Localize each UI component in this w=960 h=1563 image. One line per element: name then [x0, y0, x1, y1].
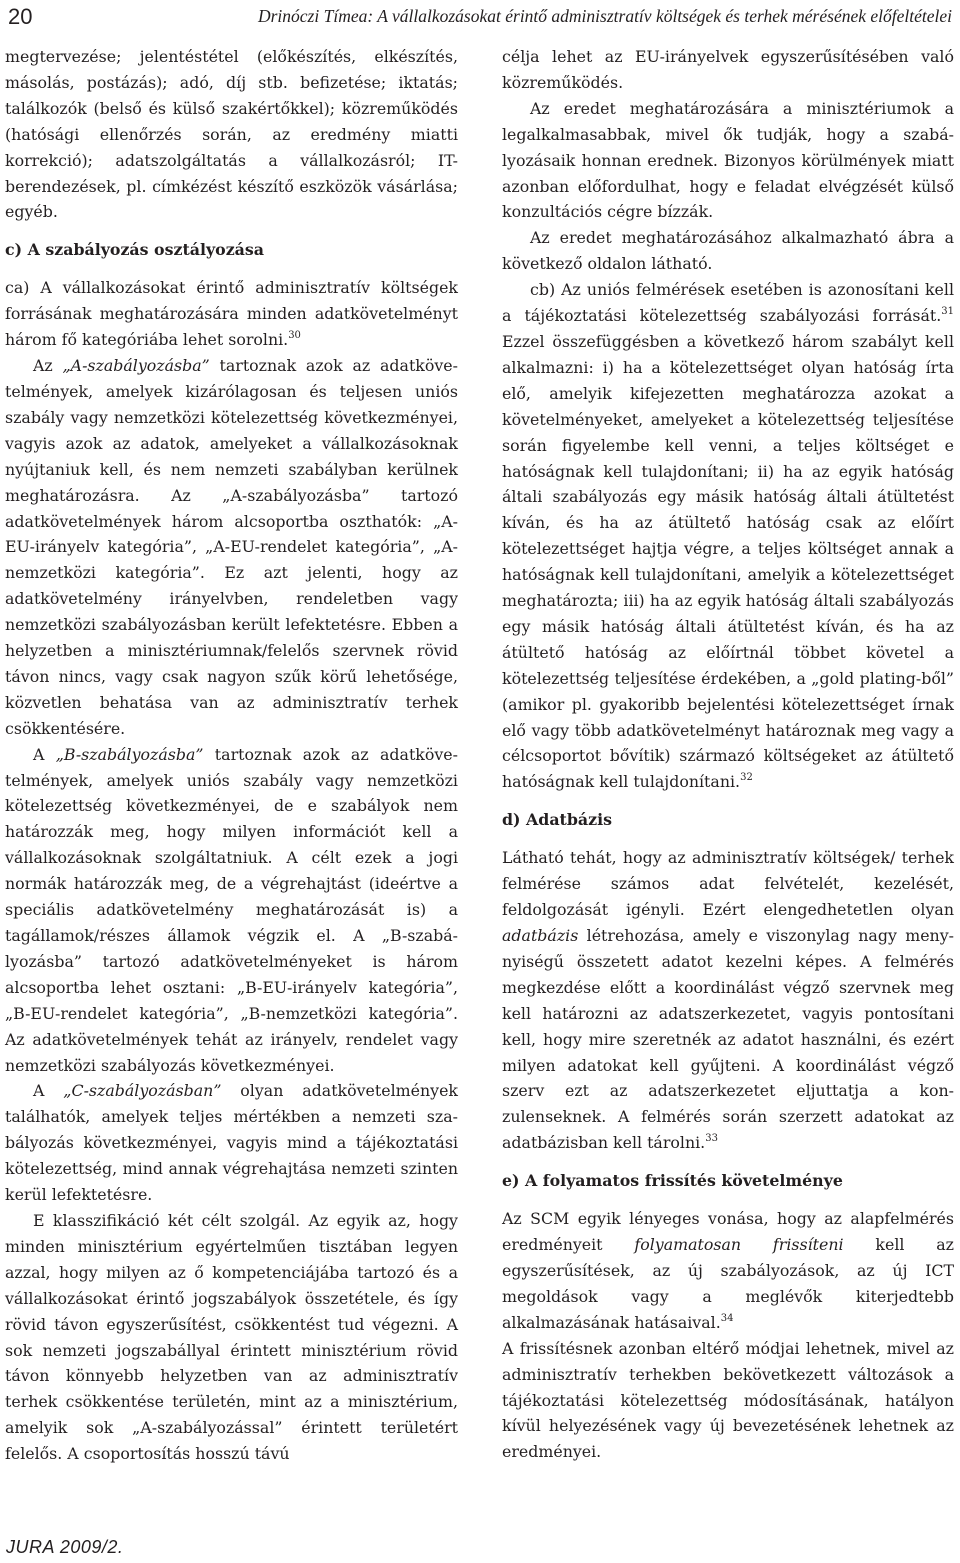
footnote-ref: 32: [740, 772, 753, 784]
paragraph-text: Az SCM egyik lényeges vonása, hogy az alapfelmérés eredményeit: [502, 1209, 954, 1255]
footnote-ref: 33: [705, 1133, 718, 1145]
footnote-ref: 31: [941, 306, 954, 318]
paragraph: célja lehet az EU-irányelvek egyszerűsítésében való közreműködés.: [502, 47, 954, 92]
paragraph-text: tartoznak azok az adatkövetelmények, amelyek kizárólagosan és teljesen uniós szabály vagy nemzetközi kötelezettség következményei, vagyis azok az adatok, amelyeket a vállalkozásoknak nyújtaniuk kell, és nem nemzeti szabályban kerülnek meghatározásra. Az „A-szabályozásba” tartozó adatkövetelmények három alcsoportba oszthatók: „A-EU-irányelv kategória”, „A-EU-rendelet kategória”, „A-nemzetközi kategória”. Ez azt jelenti, hogy az adatkövetelmény irányelvben, rendeletben vagy nemzetközi szabályozásban került lefektetésre. Ebben a helyzetben a minisztériumnak/felelős szervnek rövid távon nincs, vagy csak nagyon szűk körű lehetősége, közvetlen behatása van az adminisztratív terhek csökkentésére.: [5, 356, 458, 738]
footnote-ref: 30: [288, 330, 301, 342]
paragraph: [5, 742, 458, 1079]
emphasis: „A-szabályozásba”: [62, 356, 210, 376]
paragraph: A frissítésnek azonban eltérő módjai lehetnek, mivel az adminisztratív terhekben bekövetkezett változások a tájékoztatási kötelezettség módosításának, hatályon kívül helyezésének vagy új bevezetésének lehetnek az eredményei.: [502, 1338, 954, 1462]
paragraph-text: létrehozása, amely e viszonylag nagy menynyiségű összetett adatot kezelni képes. A felmérés megkezdése előtt a koordinálást végző szervnek meg kell határozni az adatszerkezetet, vagyis pontosítani kell, hogy mire szeretnék az adatot használni, és ezért milyen adatokat kell gyűjteni. A koordinálást végző szerv ezt az adatszerkezetet eljuttatja a konzulenseknek. A felmérés során szerzett adatokat az adatbázisban kell tárolni.: [502, 926, 954, 1153]
paragraph: Az eredet meghatározására a minisztériumok a legalkalmasabbak, mivel ők tudják, hogy a szabályozásaik honnan erednek. Bizonyos körülmények miatt azonban előfordulhat, hogy e feladat elvégzését külső konzultációs cégre bízzák.: [502, 98, 954, 222]
section-heading-e: e) A folyamatos frissítés követelménye: [502, 1171, 843, 1191]
emphasis: adatbázis: [502, 926, 579, 945]
left-column: [5, 44, 458, 1467]
paragraph-text: cb) Az uniós felmérések esetében is azonosítani kell a tájékoztatási kötelezettség szabályozási forrását.: [502, 280, 954, 326]
paragraph: E klasszifikáció két célt szolgál. Az egyik az, hogy minden minisztérium egyértelműen tisztában legyen azzal, hogy milyen az ő kompetenciájába tartozó és a vállalkozásokat érintő jogszabályok összetétele, és így rövid távon egyszerűsítést, csökkentést tud végezni. A sok nemzeti jogszabállyal érintett minisztérium rövid távon könnyebb helyzetben van az adminisztratív terhek csökkentése területén, mint az a minisztérium, amelyik sok „A-szabályozással” érintett területért felelős. A csoportosítás hosszú távú: [5, 1210, 458, 1464]
footnote-ref: 34: [720, 1312, 734, 1324]
emphasis: „C-szabályozásban”: [63, 1081, 222, 1101]
emphasis: folyamatosan frissíteni: [634, 1235, 844, 1255]
journal-footer: JURA 2009/2.: [6, 1537, 124, 1557]
paragraph-text: A: [33, 1081, 64, 1101]
section-heading-c: c) A szabályozás osztályozása: [5, 240, 265, 260]
paragraph: [502, 1206, 954, 1336]
paragraph-text: olyan adatkövetelmények találhatók, amelyek teljes mértékben a nemzeti szabályozás következményei, vagyis mind a tájékoztatási kötelezettség, mind annak végrehajtása nemzeti szinten kerül lefektetésre.: [5, 1081, 458, 1205]
paragraph: [5, 275, 458, 353]
paragraph: megtervezése; jelentéstétel (előkészítés, elkészítés, másolás, postázás); adó, díj stb. befizetése; iktatás; találkozók (belső és külső szakértőkkel); közreműködés (hatósági ellenőrzés során, az eredmény miatti korrekció); adatszolgáltatás a vállalkozásról; IT-berendezések, pl. címkézést készítő eszközök vásárlása; egyéb.: [5, 47, 458, 222]
paragraph: Az eredet meghatározásához alkalmazható ábra a következő oldalon látható.: [502, 228, 954, 274]
paragraph: [502, 845, 954, 1156]
paragraph-text: Az: [33, 356, 63, 376]
emphasis: „B-szabályozásba”: [55, 744, 204, 764]
paragraph: [502, 277, 954, 795]
paragraph-text: Látható tehát, hogy az adminisztratív költségek/ terhek felmérése számos adat felvételét, kezelését, feldolgozását igényli. Ezért elengedhetetlen olyan: [502, 848, 954, 920]
paragraph: [5, 353, 458, 742]
paragraph: [5, 1078, 458, 1208]
section-heading-d: d) Adatbázis: [502, 810, 612, 830]
right-column: [502, 44, 954, 1465]
paragraph-text: A: [33, 744, 56, 764]
paragraph-text: Ezzel összefüggésben a következő három szabályt kell alkalmazni: i) ha a kötelezettséget olyan hatóság írta elő, amelyik kifejezetten meghatározza azokat a követelményeket, amelyeket a kötelezettség teljesítése során figyelembe kell venni, a teljes költséget e hatóságnak kell tulajdonítani; ii) ha az egyik hatóság általi szabályozás egy másik hatóság általi átültetést kíván, és ha az átültető hatóság csak az előírt kötelezettséget hajtja végre, a teljes költséget annak a hatóságnak kell tulajdonítani, amelyik a kötelezettséget meghatározta; iii) ha az egyik hatóság általi szabályozás egy másik hatóság általi átültetést kíván, és ha az átültető hatóság az előírtnál többet követel a kötelezettség teljesítése érdekében, a „gold plating-ből” (amikor pl. gyakoribb bejelentési kötelezettséget írnak elő vagy több adatkövetelményt határoznak meg vagy a célcsoportot bővítik) származó költségeket az átültető hatóságnak kell tulajdonítani.: [502, 331, 954, 792]
page-number: 20: [8, 4, 33, 29]
paragraph-text: kell az egyszerűsítések, az új szabályozások, az új ICT megoldások vagy a meglévők kiterjedtebb alkalmazásának hatásaival.: [502, 1235, 954, 1332]
running-header: Drinóczi Tímea: A vállalkozásokat érintő adminisztratív költségek és terhek mérésének előfeltételei: [257, 6, 952, 26]
paragraph-text: ca) A vállalkozásokat érintő adminisztratív költségek forrásának meghatározására minden adatkövetelményt három fő kategóriába lehet sorolni.: [5, 278, 458, 350]
paragraph-text: tartoznak azok az adatkövetelmények, amelyek uniós szabály vagy nemzetközi kötelezettség következményei, de e szabályok nem határozzák meg, hogy milyen információt kell a vállalkozásoknak szolgáltatniuk. A célt ezek a jogi normák határozzák meg, de a végrehajtást (ideértve a speciális adatkövetelmény meghatározását is) a tagállamok/részes államok végzik el. A „B-szabályozásba” tartozó adatkövetelményeket is három alcsoportba lehet osztani: „B-EU-irányelv kategória”, „B-EU-rendelet kategória”, „B-nemzetközi kategória”. Az adatkövetelmények tehát az irányelv, rendelet vagy nemzetközi szabályozás következményei.: [5, 744, 458, 1075]
